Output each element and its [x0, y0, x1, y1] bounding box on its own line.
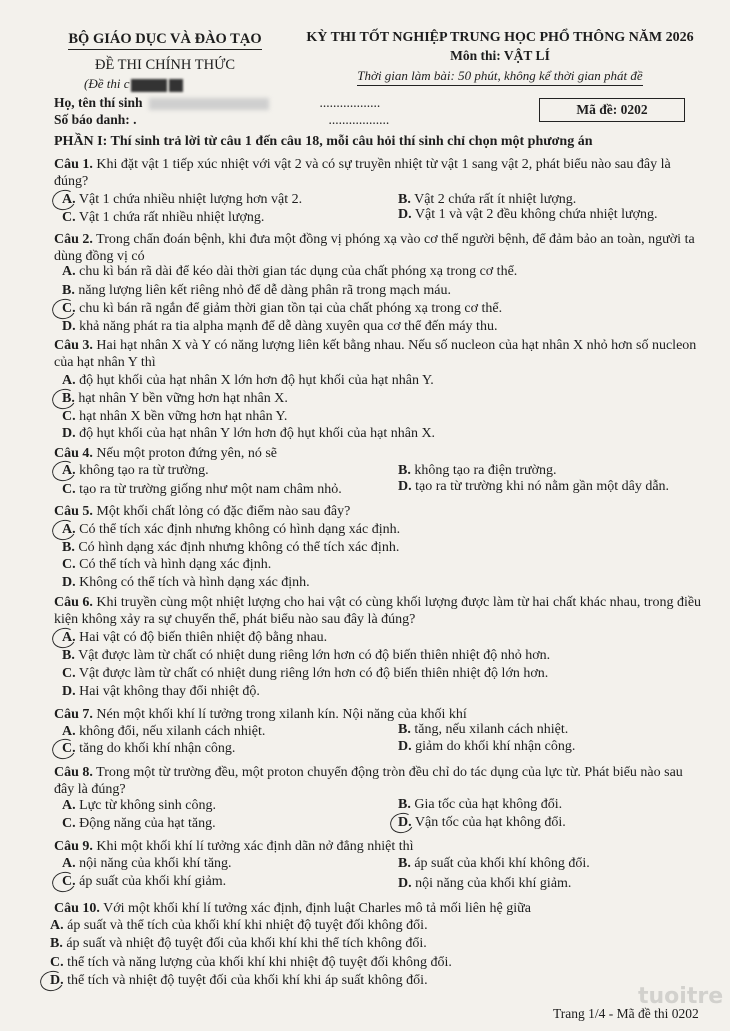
option-letter: B.	[62, 391, 75, 406]
option-letter: C.	[62, 301, 76, 316]
option-8a[interactable]	[62, 798, 216, 814]
option-text: Hai vật có độ biến thiên nhiệt độ bằng nhau.	[79, 630, 328, 645]
option-text: Động năng của hạt tăng.	[79, 816, 216, 831]
option-letter: A.	[62, 522, 76, 537]
option-9c[interactable]	[62, 874, 226, 890]
option-letter: A.	[62, 856, 76, 871]
header-right	[300, 30, 700, 86]
option-text: hạt nhân X bền vững hơn hạt nhân Y.	[79, 409, 288, 424]
option-text: Vật được làm từ chất có nhiệt dung riêng lớn hơn có độ biến thiên nhiệt độ lớn hơn.	[78, 666, 549, 681]
redacted-block	[169, 79, 183, 92]
question-number: Câu 3.	[54, 338, 93, 353]
option-2b[interactable]	[62, 283, 451, 299]
option-6d[interactable]	[62, 684, 260, 700]
option-5a[interactable]	[62, 522, 400, 538]
option-text: tạo ra từ trường khi nó nằm gần một dây dẫn.	[415, 479, 670, 494]
option-letter: D.	[398, 876, 412, 891]
option-7b[interactable]	[398, 722, 568, 738]
official-label: ĐỀ THI CHÍNH THỨC	[94, 57, 235, 73]
option-letter: D.	[398, 815, 412, 830]
option-text: Gia tốc của hạt không đổi.	[414, 797, 563, 812]
option-text: Hai vật không thay đổi nhiệt độ.	[79, 684, 260, 699]
option-letter: C.	[62, 816, 76, 831]
option-letter: A.	[62, 724, 76, 739]
option-text: Có thể tích và hình dạng xác định.	[79, 557, 272, 572]
option-letter: B.	[62, 648, 75, 663]
option-text: không đổi, nếu xilanh cách nhiệt.	[79, 724, 266, 739]
question-number: Câu 2.	[54, 232, 93, 247]
option-1a[interactable]	[62, 192, 302, 208]
option-letter: B.	[398, 192, 411, 207]
option-letter: B.	[62, 540, 75, 555]
option-1c[interactable]	[62, 210, 264, 226]
question-number: Câu 8.	[54, 765, 93, 780]
option-3a[interactable]	[62, 373, 434, 389]
option-9d[interactable]	[398, 876, 571, 892]
option-letter: B.	[398, 797, 411, 812]
option-3b[interactable]	[62, 391, 288, 407]
question-text: Khi một khối khí lí tưởng xác định dãn nở đẳng nhiệt thì	[96, 839, 414, 854]
question-text: Khi đặt vật 1 tiếp xúc nhiệt với vật 2 và có sự truyền nhiệt từ vật 1 sang vật 2, phát biểu nào sau đây là đúng?	[54, 157, 671, 189]
option-3c[interactable]	[62, 409, 287, 425]
option-letter: D.	[398, 739, 412, 754]
option-letter: D.	[62, 426, 76, 441]
question-number: Câu 7.	[54, 707, 93, 722]
section-title: PHẦN I: Thí sinh trả lời từ câu 1 đến câu 18, mỗi câu hỏi thí sinh chỉ chọn một phương án	[54, 134, 593, 149]
option-9b[interactable]	[398, 856, 590, 872]
option-text: Không có thể tích và hình dạng xác định.	[79, 575, 310, 590]
option-text: nội năng của khối khí giảm.	[415, 876, 572, 891]
option-4a[interactable]	[62, 463, 209, 479]
option-6c[interactable]	[62, 666, 548, 682]
question-number: Câu 10.	[54, 901, 100, 916]
option-letter: C.	[62, 874, 76, 889]
option-3d[interactable]	[62, 426, 435, 442]
option-text: độ hụt khối của hạt nhân X lớn hơn độ hụt khối của hạt nhân Y.	[79, 373, 434, 388]
option-8d[interactable]	[398, 815, 566, 831]
option-4c[interactable]	[62, 482, 342, 498]
option-text: Vật 1 và vật 2 đều không chứa nhiệt lượng.	[414, 207, 658, 222]
option-10d[interactable]	[50, 973, 428, 989]
option-text: tăng, nếu xilanh cách nhiệt.	[414, 722, 569, 737]
option-text: hạt nhân Y bền vững hơn hạt nhân X.	[78, 391, 288, 406]
question-number: Câu 5.	[54, 504, 93, 519]
candidate-name-label: Họ, tên thí sinh	[54, 95, 143, 110]
option-text: khả năng phát ra tia alpha mạnh để dễ dàng xuyên qua cơ thể đến máy thu.	[79, 319, 498, 334]
option-text: Vật 1 chứa nhiều nhiệt lượng hơn vật 2.	[78, 192, 303, 207]
option-1d[interactable]	[398, 207, 658, 223]
question-5	[54, 503, 704, 520]
question-text: Một khối chất lỏng có đặc điểm nào sau đây?	[96, 504, 351, 519]
candidate-name-line	[54, 95, 380, 111]
option-letter: A.	[62, 373, 76, 388]
question-text: Khi truyền cùng một nhiệt lượng cho hai vật có cùng khối lượng được làm từ hai chất khác nhau, trong điều kiện không xảy ra sự chuyển thể, phát biểu nào sau đây là đúng?	[54, 595, 702, 627]
option-text: áp suất của khối khí không đổi.	[414, 856, 590, 871]
option-letter: C.	[62, 666, 76, 681]
question-text: Hai hạt nhân X và Y có năng lượng liên kết bằng nhau. Nếu số nucleon của hạt nhân X nhỏ hơn số nucleon của hạt nhân Y thì	[54, 338, 697, 370]
option-text: áp suất và nhiệt độ tuyệt đối của khối khí khi thể tích không đổi.	[66, 936, 427, 951]
option-9a[interactable]	[62, 856, 232, 872]
option-7c[interactable]	[62, 741, 235, 757]
question-text: Trong một từ trường đều, một proton chuyển động tròn đều chỉ do tác dụng của lực từ. Phát biểu nào sau đây là đúng?	[54, 765, 683, 797]
option-letter: A.	[62, 192, 76, 207]
pages-note-text: (Đề thi c	[84, 76, 130, 91]
option-2d[interactable]	[62, 319, 497, 335]
option-text: không tạo ra điện trường.	[414, 463, 557, 478]
option-letter: A.	[62, 264, 76, 279]
option-letter: A.	[62, 463, 76, 478]
option-letter: C.	[62, 409, 76, 424]
question-text: Với một khối khí lí tưởng xác định, định luật Charles mô tả mối liên hệ giữa	[103, 901, 531, 916]
option-text: nội năng của khối khí tăng.	[79, 856, 232, 871]
option-text: Vật 2 chứa rất ít nhiệt lượng.	[414, 192, 577, 207]
option-letter: B.	[398, 722, 411, 737]
question-text: Nếu một proton đứng yên, nó sẽ	[96, 446, 278, 461]
question-text: Nén một khối khí lí tưởng trong xilanh kín. Nội năng của khối khí	[96, 707, 467, 722]
option-text: Lực từ không sinh công.	[79, 798, 217, 813]
question-7	[54, 706, 704, 723]
candidate-name-dots: ..................	[319, 95, 381, 110]
option-letter: B.	[50, 936, 63, 951]
question-10	[54, 900, 704, 917]
option-text: Có hình dạng xác định nhưng không có thể tích xác định.	[78, 540, 400, 555]
option-letter: D.	[398, 207, 412, 222]
option-8c[interactable]	[62, 816, 216, 832]
option-letter: A.	[62, 798, 76, 813]
watermark-logo: tuoitre	[638, 984, 724, 1009]
option-text: áp suất và thể tích của khối khí khi nhiệt độ tuyệt đối không đổi.	[67, 918, 428, 933]
redacted-block	[131, 79, 167, 92]
option-8b[interactable]	[398, 797, 562, 813]
option-text: áp suất của khối khí giảm.	[79, 874, 227, 889]
option-letter: D.	[62, 575, 76, 590]
candidate-id-label: Số báo danh: .	[54, 112, 137, 127]
option-letter: D.	[62, 319, 76, 334]
header-left	[40, 30, 290, 74]
question-8	[54, 764, 704, 798]
pages-note	[84, 76, 183, 92]
question-2	[54, 231, 704, 265]
option-letter: A.	[62, 630, 76, 645]
option-5d[interactable]	[62, 575, 310, 591]
option-text: Vận tốc của hạt không đổi.	[414, 815, 566, 830]
exam-time: Thời gian làm bài: 50 phút, không kể thời gian phát đề	[357, 68, 642, 86]
option-letter: D.	[62, 684, 76, 699]
option-letter: C.	[62, 210, 76, 225]
question-1	[54, 156, 704, 190]
option-text: Có thể tích xác định nhưng không có hình dạng xác định.	[79, 522, 401, 537]
option-letter: C.	[62, 482, 76, 497]
candidate-id-dots: ..................	[328, 112, 390, 127]
option-text: thể tích và nhiệt độ tuyệt đối của khối khí khi áp suất không đổi.	[67, 973, 428, 988]
option-letter: C.	[50, 955, 64, 970]
option-letter: D.	[398, 479, 412, 494]
option-text: tăng do khối khí nhận công.	[79, 741, 236, 756]
option-10a[interactable]	[50, 918, 428, 934]
option-7a[interactable]	[62, 724, 265, 740]
question-number: Câu 9.	[54, 839, 93, 854]
option-10c[interactable]	[50, 955, 452, 971]
option-text: độ hụt khối của hạt nhân Y lớn hơn độ hụt khối của hạt nhân X.	[79, 426, 436, 441]
option-text: tạo ra từ trường giống như một nam châm nhỏ.	[79, 482, 342, 497]
option-letter: C.	[62, 557, 76, 572]
option-2a[interactable]	[62, 264, 517, 280]
question-6	[54, 594, 704, 628]
exam-title: KỲ THI TỐT NGHIỆP TRUNG HỌC PHỔ THÔNG NĂM 2026	[306, 30, 694, 45]
option-letter: D.	[50, 973, 64, 988]
option-4b[interactable]	[398, 463, 556, 479]
question-3	[54, 337, 704, 371]
option-6a[interactable]	[62, 630, 327, 646]
option-letter: C.	[62, 741, 76, 756]
option-text: chu kì bán rã dài để kéo dài thời gian tác dụng của chất phóng xạ trong cơ thể.	[79, 264, 518, 279]
question-text: Trong chẩn đoán bệnh, khi đưa một đồng vị phóng xạ vào cơ thể người bệnh, để đảm bảo an toàn, người ta dùng đồng vị có	[54, 232, 695, 264]
option-letter: B.	[398, 463, 411, 478]
option-text: Vật được làm từ chất có nhiệt dung riêng lớn hơn có độ biến thiên nhiệt độ nhỏ hơn.	[78, 648, 551, 663]
page-footer: Trang 1/4 - Mã đề thi 0202	[553, 1006, 699, 1021]
option-letter: B.	[62, 283, 75, 298]
option-letter: A.	[50, 918, 64, 933]
question-9	[54, 838, 704, 855]
option-text: không tạo ra từ trường.	[79, 463, 209, 478]
option-2c[interactable]	[62, 301, 502, 317]
option-5c[interactable]	[62, 557, 271, 573]
option-1b[interactable]	[398, 192, 576, 208]
option-text: chu kì bán rã ngắn để giảm thời gian tồn tại của chất phóng xạ trong cơ thể.	[79, 301, 503, 316]
question-4	[54, 445, 704, 462]
option-7d[interactable]	[398, 739, 575, 755]
exam-code-box: Mã đề: 0202	[539, 98, 685, 122]
question-number: Câu 6.	[54, 595, 93, 610]
option-text: thể tích và năng lượng của khối khí khi nhiệt độ tuyệt đối không đổi.	[67, 955, 452, 970]
option-4d[interactable]	[398, 479, 669, 495]
question-number: Câu 1.	[54, 157, 93, 172]
question-number: Câu 4.	[54, 446, 93, 461]
redacted-name	[149, 98, 269, 110]
option-6b[interactable]	[62, 648, 550, 664]
option-5b[interactable]	[62, 540, 399, 556]
ministry-name: BỘ GIÁO DỤC VÀ ĐÀO TẠO	[68, 31, 261, 50]
exam-subject: Môn thi: VẬT LÍ	[450, 48, 550, 63]
option-text: giảm do khối khí nhận công.	[415, 739, 576, 754]
option-text: năng lượng liên kết riêng nhỏ để dễ dàng phân rã trong mạch máu.	[78, 283, 452, 298]
option-letter: B.	[398, 856, 411, 871]
option-10b[interactable]	[50, 936, 427, 952]
option-text: Vật 1 chứa rất nhiều nhiệt lượng.	[78, 210, 265, 225]
candidate-id-line	[54, 112, 389, 128]
